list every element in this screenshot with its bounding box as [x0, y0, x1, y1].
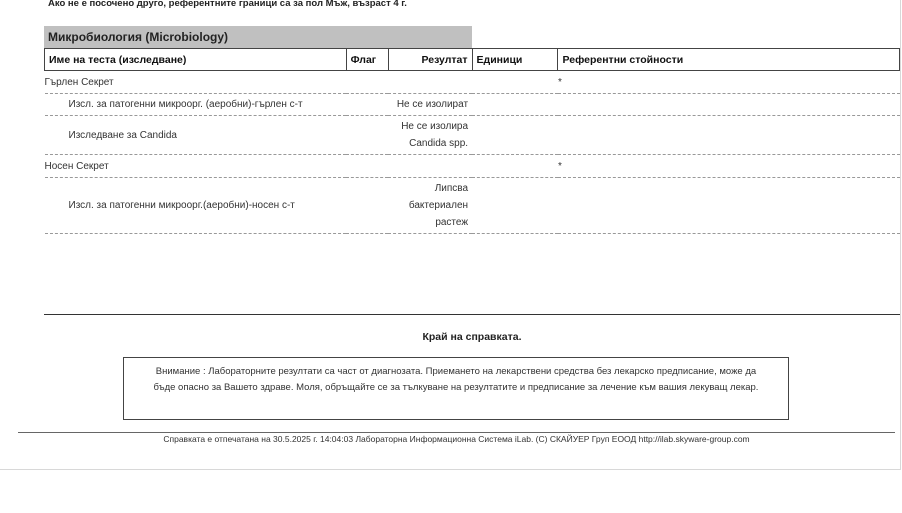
group-name: Носен Секрет [45, 155, 347, 178]
test-flag [346, 116, 388, 155]
warning-text: Внимание : Лабораторните резултати са част от диагнозата. Приемането на лекарствени средства без лекарско предписание, може да бъде опасно за Вашето здраве. Моля, обръщайте се за тълкуване на резултатите и предписание за лечение към вашия лекуващ лекар. [153, 366, 759, 393]
test-name: Изсл. за патогенни микроорг. (аеробни)-гърлен с-т [45, 94, 347, 116]
table-row [45, 116, 900, 155]
group-reference: * [558, 155, 900, 178]
header-units: Единици [472, 49, 558, 71]
warning-box [123, 357, 789, 420]
group-row [45, 155, 900, 178]
footer-text: Справката е отпечатана на 30.5.2025 г. 14:04:03 Лабораторна Информационна Система iLab. (C) СКАЙУЕР Груп ЕООД http://ilab.skyware-group.com [163, 434, 750, 444]
reference-note: Ако не е посочено друго, референтните граници са за пол Мъж, възраст 4 г. [48, 0, 407, 9]
table-row [45, 94, 900, 116]
end-divider [44, 314, 900, 315]
test-flag [346, 178, 388, 234]
section-title: Микробиология (Microbiology) [44, 26, 472, 48]
table-row [45, 178, 900, 234]
test-reference [558, 178, 900, 234]
header-name: Име на теста (изследване) [45, 49, 347, 71]
end-of-report: Край на справката. [422, 331, 522, 343]
test-result: Липсва бактериален растеж [388, 178, 472, 234]
test-result: Не се изолира Candida spp. [388, 116, 472, 155]
header-result: Резултат [388, 49, 472, 71]
test-flag [346, 94, 388, 116]
test-name: Изследване за Candida [45, 116, 347, 155]
group-reference: * [558, 71, 900, 94]
test-result: Не се изолират [388, 94, 472, 116]
footer-divider [18, 432, 895, 433]
test-units [472, 94, 558, 116]
group-row [45, 71, 900, 94]
test-units [472, 178, 558, 234]
header-reference: Референтни стойности [558, 49, 900, 71]
test-units [472, 116, 558, 155]
header-flag: Флаг [346, 49, 388, 71]
results-table [44, 48, 900, 234]
table-header-row [45, 49, 900, 71]
group-name: Гърлен Секрет [45, 71, 347, 94]
test-name: Изсл. за патогенни микроорг.(аеробни)-носен с-т [45, 178, 347, 234]
test-reference [558, 116, 900, 155]
test-reference [558, 94, 900, 116]
